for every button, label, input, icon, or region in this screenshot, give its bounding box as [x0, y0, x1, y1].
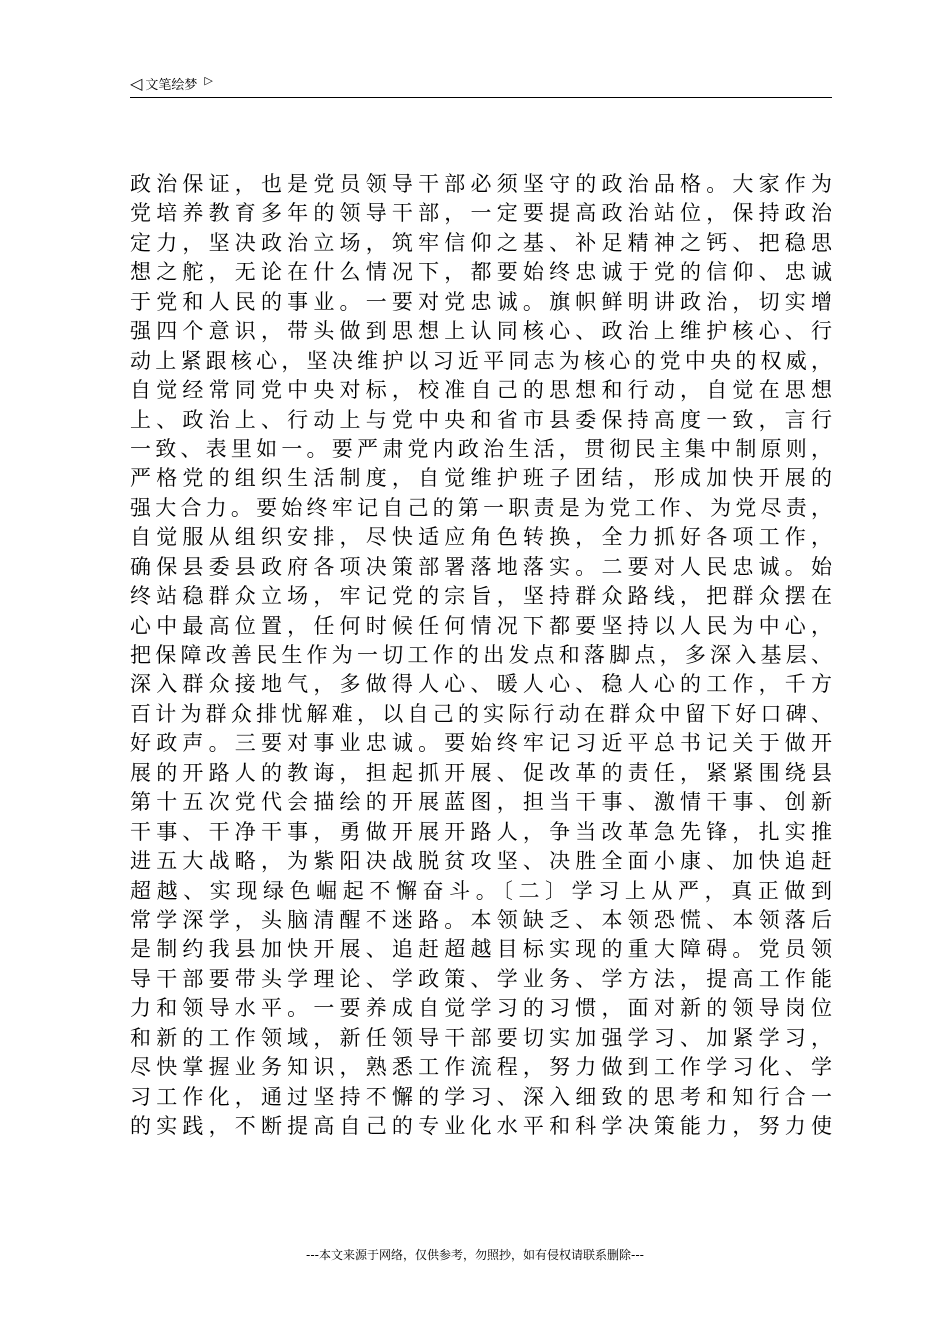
body-line: 政治保证，也是党员领导干部必须坚守的政治品格。大家作为: [130, 172, 832, 196]
body-line: 自觉服从组织安排，尽快适应角色转换，全力抓好各项工作，: [130, 525, 832, 550]
body-line: 的实践，不断提高自己的专业化水平和科学决策能力，努力使: [130, 1114, 832, 1138]
body-line: 党培养教育多年的领导干部，一定要提高政治站位，保持政治: [130, 201, 832, 226]
body-line: 严格党的组织生活制度，自觉维护班子团结，形成加快开展的: [130, 466, 832, 491]
body-line: 自觉经常同党中央对标，校准自己的思想和行动，自觉在思想: [130, 378, 832, 403]
body-line: 是制约我县加快开展、追赶超越目标实现的重大障碍。党员领: [130, 937, 832, 962]
body-line: 把保障改善民生作为一切工作的出发点和落脚点，多深入基层、: [130, 643, 832, 667]
body-line: 强四个意识，带头做到思想上认同核心、政治上维护核心、行: [130, 319, 832, 344]
header-divider: [130, 97, 832, 98]
page-header: [130, 74, 832, 98]
body-line: 第十五次党代会描绘的开展蓝图，担当干事、激情干事、创新: [130, 790, 832, 815]
body-line: 上、政治上、行动上与党中央和省市县委保持高度一致，言行: [130, 407, 832, 432]
body-line: 心中最高位置，任何时候任何情况下都要坚持以人民为中心，: [130, 613, 832, 638]
body-line: 想之舵，无论在什么情况下，都要始终忠诚于党的信仰、忠诚: [130, 260, 832, 285]
body-line: 一致、表里如一。要严肃党内政治生活，贯彻民主集中制原则，: [130, 436, 832, 461]
body-line: 终站稳群众立场，牢记党的宗旨，坚持群众路线，把群众摆在: [130, 584, 832, 609]
body-line: 深入群众接地气，多做得人心、暖人心、稳人心的工作，千方: [130, 672, 832, 697]
body-line: 确保县委县政府各项决策部署落地落实。二要对人民忠诚。始: [130, 554, 832, 579]
document-body: [130, 170, 832, 1141]
triangle-left-icon: ◁: [130, 73, 143, 93]
body-line: 强大合力。要始终牢记自己的第一职责是为党工作、为党尽责，: [130, 495, 832, 520]
body-line: 尽快掌握业务知识，熟悉工作流程，努力做到工作学习化、学: [130, 1055, 832, 1080]
body-line: 动上紧跟核心，坚决维护以习近平同志为核心的党中央的权威，: [130, 348, 832, 373]
body-line: 好政声。三要对事业忠诚。要始终牢记习近平总书记关于做开: [130, 731, 832, 756]
body-line: 于党和人民的事业。一要对党忠诚。旗帜鲜明讲政治，切实增: [130, 289, 832, 314]
body-line: 习工作化，通过坚持不懈的学习、深入细致的思考和知行合一: [130, 1084, 832, 1109]
body-line: 进五大战略，为紫阳决战脱贫攻坚、决胜全面小康、加快追赶: [130, 849, 832, 874]
brand: [130, 74, 832, 93]
body-line: 百计为群众排忧解难，以自己的实际行动在群众中留下好口碑、: [130, 701, 832, 726]
triangle-right-icon: ▷: [204, 74, 213, 87]
brand-name: 文笔绘梦: [145, 78, 198, 93]
body-line: 干事、干净干事，勇做开展开路人，争当改革急先锋，扎实推: [130, 819, 832, 844]
body-line: 导干部要带头学理论、学政策、学业务、学方法，提高工作能: [130, 966, 832, 991]
body-line: 力和领导水平。一要养成自觉学习的习惯，面对新的领导岗位: [130, 996, 832, 1021]
body-line: 和新的工作领域，新任领导干部要切实加强学习、加紧学习，: [130, 1025, 832, 1050]
body-line: 超越、实现绿色崛起不懈奋斗。〔二〕学习上从严，真正做到: [130, 878, 832, 903]
body-line: 定力，坚决政治立场，筑牢信仰之基、补足精神之钙、把稳思: [130, 230, 832, 255]
footer-disclaimer: ---本文来源于网络，仅供参考，勿照抄，如有侵权请联系删除---: [306, 1248, 644, 1262]
body-line: 常学深学，头脑清醒不迷路。本领缺乏、本领恐慌、本领落后: [130, 907, 832, 932]
body-line: 展的开路人的教诲，担起抓开展、促改革的责任，紧紧围绕县: [130, 760, 832, 785]
